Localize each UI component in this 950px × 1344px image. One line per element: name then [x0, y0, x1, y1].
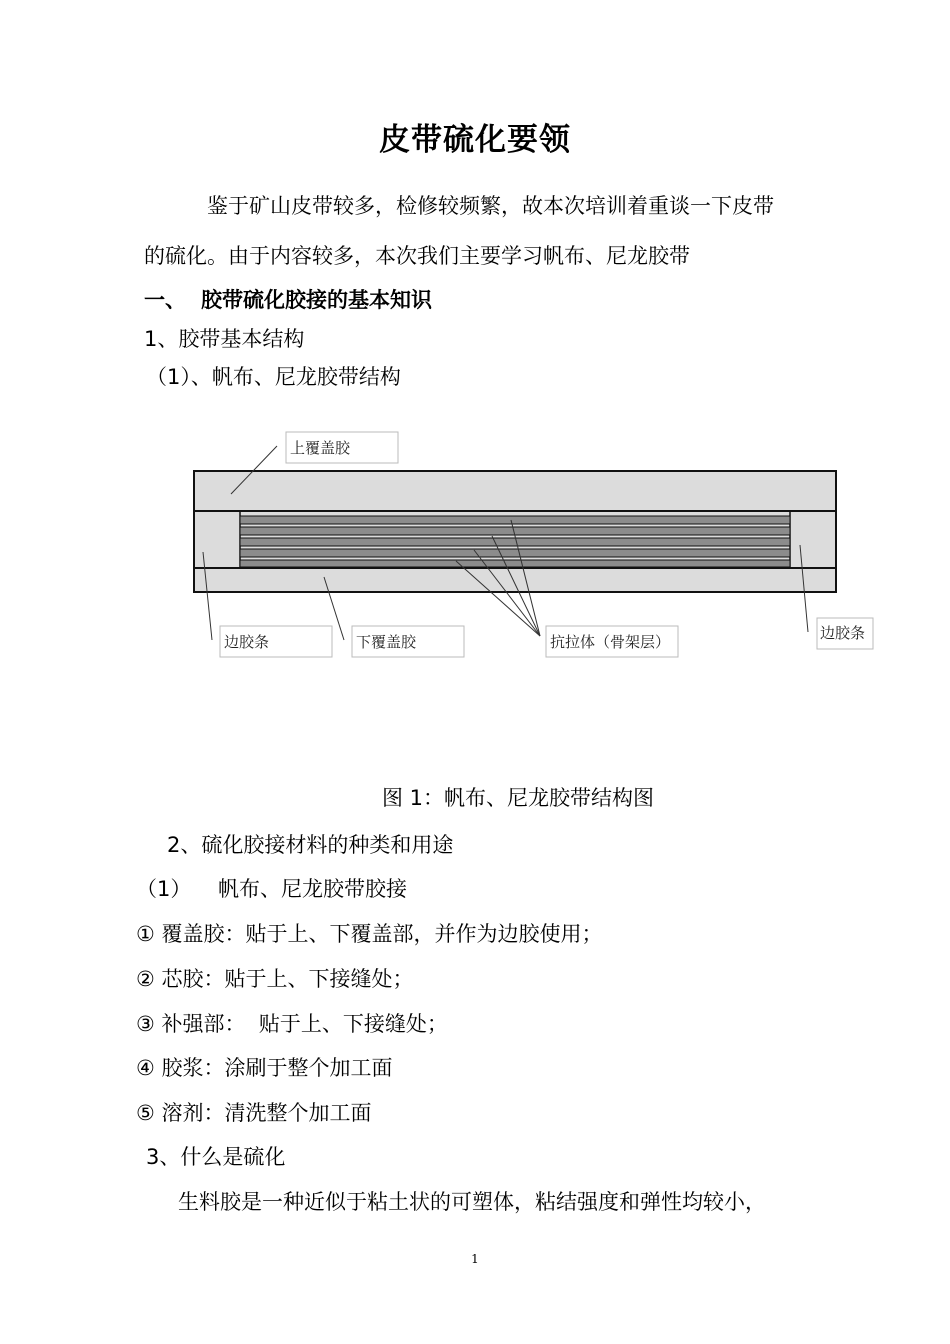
item-3-heading: 3、什么是硫化: [146, 1145, 286, 1169]
label-edge-left: [220, 626, 332, 657]
label-edge-right-text: 边胶条: [820, 624, 866, 642]
material-item: ④ 胶浆：涂刷于整个加工面: [136, 1056, 393, 1080]
material-item: ⑤ 溶剂：清洗整个加工面: [136, 1101, 372, 1125]
figure-caption: 图 1：帆布、尼龙胶带结构图: [382, 786, 655, 810]
material-item: ③ 补强部： 贴于上、下接缝处；: [136, 1012, 448, 1036]
label-top-cover: [286, 432, 398, 463]
intro-line-2: 的硫化。由于内容较多，本次我们主要学习帆布、尼龙胶带: [144, 244, 690, 268]
label-bottom-cover: [352, 626, 464, 657]
label-tensile: [546, 626, 678, 657]
page-title: 皮带硫化要领: [379, 122, 571, 158]
section-1-number: 一、: [144, 288, 186, 312]
page-number: 1: [471, 1252, 479, 1266]
top-cover-layer: [194, 471, 836, 511]
material-item: ① 覆盖胶：贴于上、下覆盖部，并作为边胶使用；: [136, 922, 603, 946]
item-1-heading: 1、胶带基本结构: [144, 327, 305, 351]
item-2-subheading: （1） 帆布、尼龙胶带胶接: [136, 877, 408, 901]
tensile-ply-1: [240, 516, 790, 524]
label-tensile-text: 抗拉体（骨架层）: [550, 633, 671, 651]
label-edge-right: [817, 618, 873, 649]
tensile-ply-2: [240, 527, 790, 535]
belt-structure-diagram: [0, 420, 950, 670]
item-1-subheading: （1）、帆布、尼龙胶带结构: [146, 365, 401, 389]
section-1-heading: 胶带硫化胶接的基本知识: [201, 288, 432, 312]
intro-line-1: 鉴于矿山皮带较多，检修较频繁，故本次培训着重谈一下皮带: [207, 194, 774, 218]
item-2-heading: 2、硫化胶接材料的种类和用途: [167, 833, 454, 857]
item-3-paragraph: 生料胶是一种近似于粘土状的可塑体，粘结强度和弹性均较小，: [178, 1190, 766, 1214]
tensile-ply-5: [240, 560, 790, 567]
tensile-ply-3: [240, 538, 790, 546]
label-bottom-cover-text: 下覆盖胶: [356, 633, 417, 651]
material-item: ② 芯胶：贴于上、下接缝处；: [136, 967, 414, 991]
label-top-cover-text: 上覆盖胶: [290, 439, 351, 457]
label-edge-left-text: 边胶条: [224, 633, 270, 651]
belt-body: [194, 471, 836, 592]
tensile-ply-4: [240, 549, 790, 557]
bottom-cover-layer: [194, 568, 836, 592]
